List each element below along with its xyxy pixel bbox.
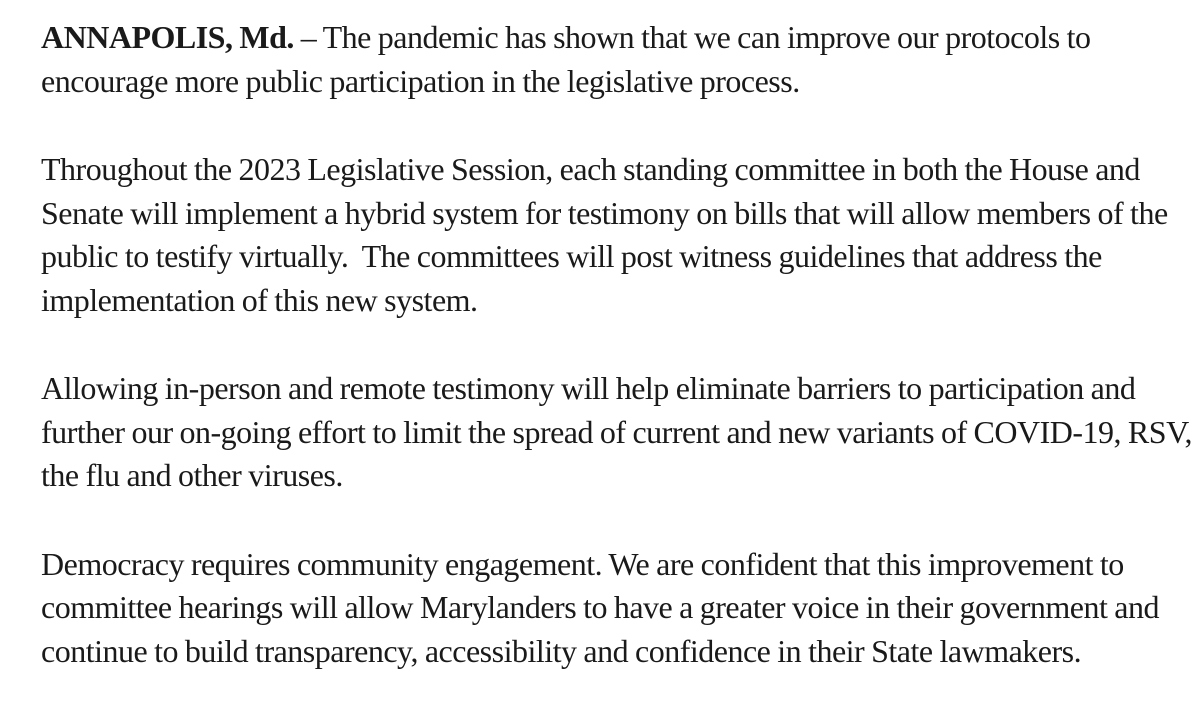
paragraph-hybrid-system: Throughout the 2023 Legislative Session, each standing committee in both the House and Senate will implement a hybrid system for testimony on bills that will allow members of the public to testify virtually. The committees will post witness guidelines that address the implementation of this new system.	[41, 151, 1175, 318]
press-release-body	[41, 16, 1199, 673]
paragraph-intro-text: The pandemic has shown that we can improve our protocols to encourage more public participation in the legislative process.	[41, 19, 1098, 99]
dateline-separator: –	[293, 19, 323, 55]
dateline: ANNAPOLIS, Md.	[41, 19, 294, 55]
paragraph-intro	[41, 16, 1199, 103]
paragraph-remote-testimony: Allowing in-person and remote testimony will help eliminate barriers to participation and further our on-going effort to limit the spread of current and new variants of COVID-19, RSV, the flu and other viruses.	[41, 370, 1199, 493]
paragraph-democracy: Democracy requires community engagement. We are confident that this improvement to committee hearings will allow Marylanders to have a greater voice in their government and continue to build transparency, accessibility and confidence in their State lawmakers.	[41, 545, 1166, 669]
